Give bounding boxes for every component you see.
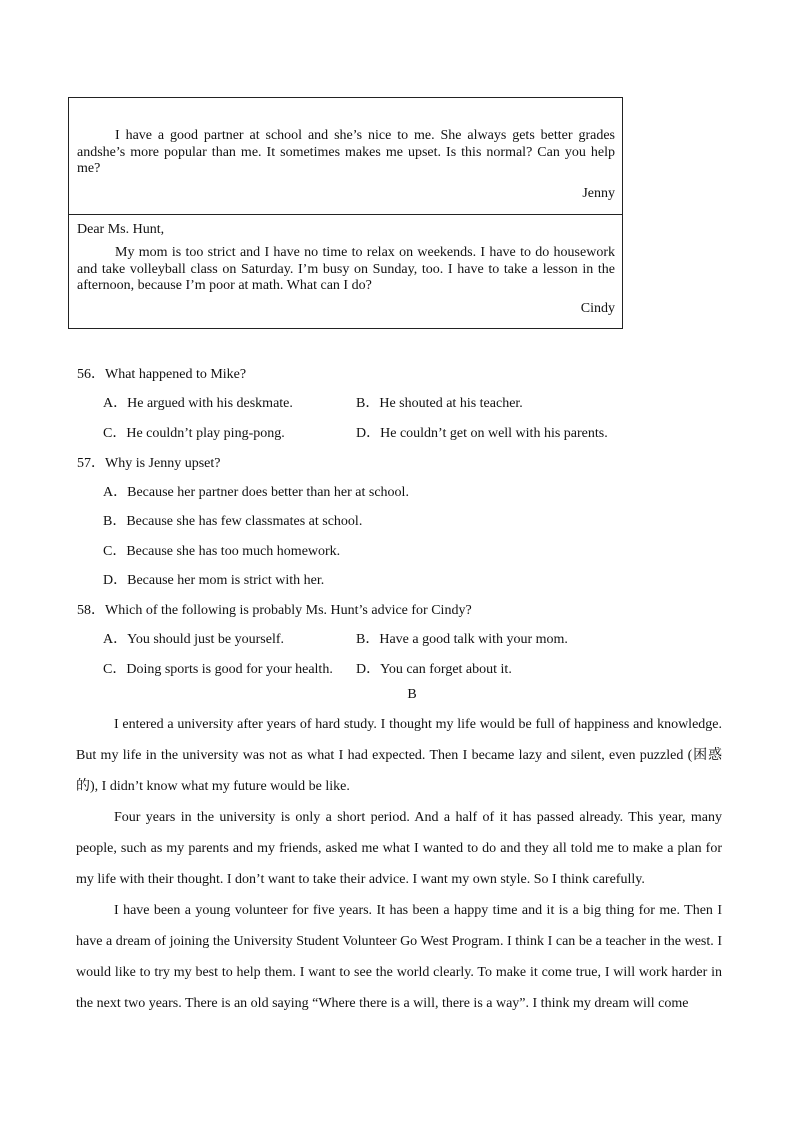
question-text: Which of the following is probably Ms. Hunt’s advice for Cindy? (105, 603, 472, 618)
option-58-a (103, 628, 284, 648)
question-text: What happened to Mike? (105, 367, 247, 382)
option-label: B． (103, 514, 127, 529)
option-57-d (103, 569, 324, 589)
option-text: Because she has too much homework. (126, 544, 341, 559)
question-number: 56． (77, 367, 105, 382)
option-text: Because she has few classmates at school. (126, 514, 363, 529)
option-label: C． (103, 544, 127, 559)
letters-box (68, 97, 623, 329)
option-57-c (103, 540, 340, 560)
option-58-b (356, 628, 568, 648)
section-heading: B (407, 687, 417, 702)
option-label: C． (103, 426, 127, 441)
option-56-c (103, 422, 285, 442)
question-57 (77, 452, 220, 472)
option-text: He shouted at his teacher. (379, 396, 523, 411)
letter-signature: Cindy (580, 301, 615, 316)
option-label: B． (356, 632, 380, 647)
option-56-b (356, 392, 523, 412)
option-text: Doing sports is good for your health. (126, 662, 333, 677)
option-text: He couldn’t play ping-pong. (126, 426, 285, 441)
option-text: You can forget about it. (380, 662, 512, 677)
letter-signature: Jenny (582, 186, 615, 201)
option-label: D． (356, 662, 381, 677)
letter-cindy (69, 214, 622, 330)
option-text: He argued with his deskmate. (127, 396, 293, 411)
letter-greeting: Dear Ms. Hunt, (77, 222, 165, 237)
passage-paragraph-3: I have been a young volunteer for five years. It has been a happy time and it is a big thing for me. Then I have a dream of joining the University Student Volunteer Go West Program. I think I can be a teacher in the west. I would like to try my best to help them. I want to see the world clearly. To make it come true, I will work harder in the next two years. There is an old saying “Where there is a will, there is a way”. I think my dream will come (76, 903, 722, 1011)
option-label: D． (103, 573, 128, 588)
letter-jenny (69, 98, 622, 215)
option-text: Have a good talk with your mom. (379, 632, 568, 647)
question-text: Why is Jenny upset? (105, 456, 221, 471)
question-number: 57． (77, 456, 105, 471)
option-label: A． (103, 396, 128, 411)
passage-paragraph-1: I entered a university after years of hard study. I thought my life would be full of happiness and knowledge. But my life in the university was not as what I had expected. Then I became lazy and silent, even puzzled (困惑的), I didn’t know what my future would be like. (76, 717, 722, 794)
option-label: A． (103, 485, 128, 500)
option-58-d (356, 658, 512, 678)
passage-paragraph-2: Four years in the university is only a short period. And a half of it has passed already. This year, many people, such as my parents and my friends, asked me what I wanted to do and they all told me to make a plan for my life with their thought. I don’t want to take their advice. I want my own style. So I think carefully. (76, 810, 722, 887)
option-text: He couldn’t get on well with his parents. (380, 426, 608, 441)
option-label: A． (103, 632, 128, 647)
question-number: 58． (77, 603, 105, 618)
option-label: C． (103, 662, 127, 677)
option-57-a (103, 481, 409, 501)
option-58-c (103, 658, 333, 678)
option-57-b (103, 510, 362, 530)
question-56 (77, 363, 246, 383)
letter-body: I have a good partner at school and she’s nice to me. She always gets better grades andshe’s more popular than me. It sometimes makes me upset. Is this normal? Can you help me? (77, 128, 615, 176)
letter-body: My mom is too strict and I have no time to relax on weekends. I have to do housework and take volleyball class on Saturday. I’m busy on Sunday, too. I have to take a lesson in the afternoon, because I’m poor at math. What can I do? (77, 245, 615, 293)
option-text: Because her mom is strict with her. (127, 573, 325, 588)
option-56-d (356, 422, 608, 442)
question-58 (77, 599, 472, 619)
option-label: B． (356, 396, 380, 411)
option-label: D． (356, 426, 381, 441)
option-56-a (103, 392, 293, 412)
option-text: You should just be yourself. (127, 632, 284, 647)
option-text: Because her partner does better than her at school. (127, 485, 409, 500)
